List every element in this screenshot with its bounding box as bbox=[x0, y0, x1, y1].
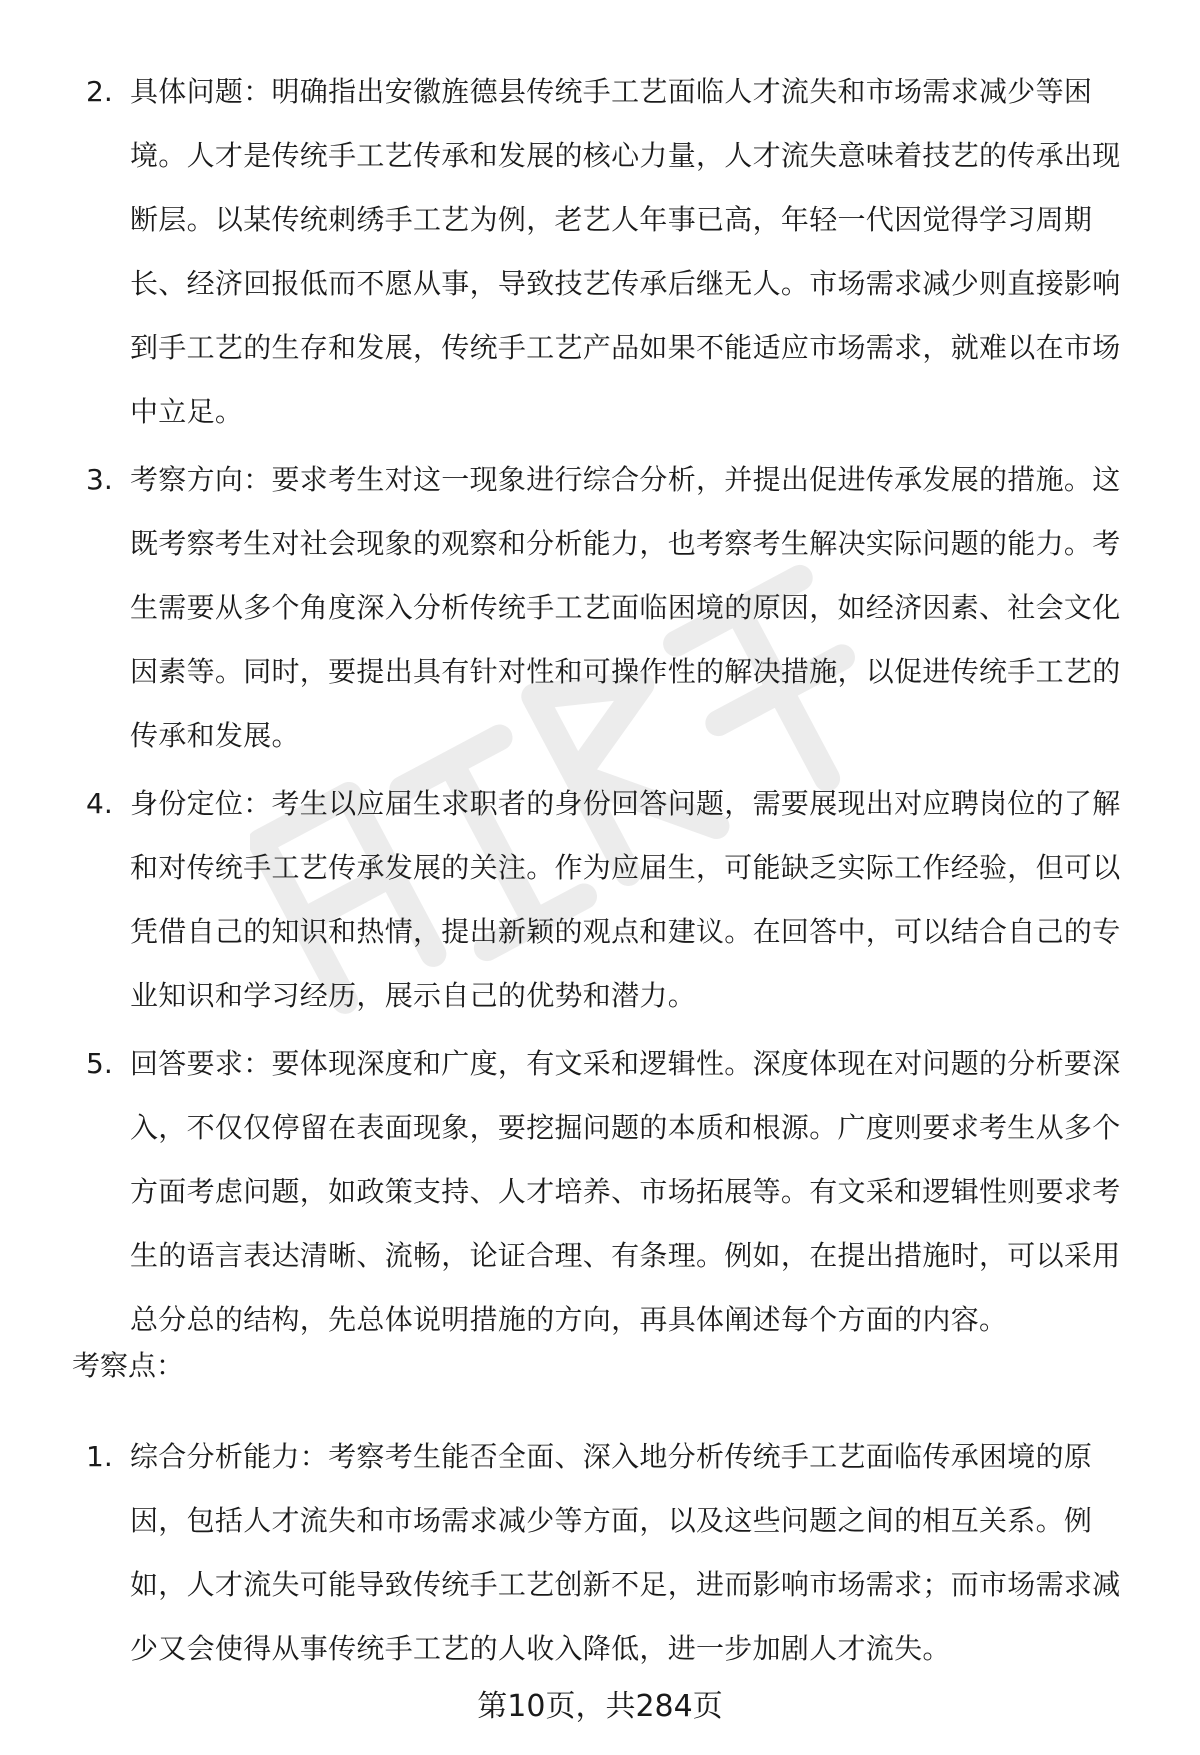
list-item bbox=[0, 772, 1200, 1028]
list-item bbox=[0, 448, 1200, 768]
list-item bbox=[0, 1425, 1200, 1681]
list-number: 5. bbox=[86, 1047, 113, 1080]
list-number: 4. bbox=[86, 787, 113, 820]
list-item bbox=[0, 60, 1200, 444]
page-footer: 第10页，共284页 bbox=[477, 1689, 723, 1724]
list-text: 身份定位：考生以应届生求职者的身份回答问题，需要展现出对应聘岗位的了解和对传统手工艺传承发展的关注。作为应届生，可能缺乏实际工作经验，但可以凭借自己的知识和热情，提出新颖的观点和建议。在回答中，可以结合自己的专业知识和学习经历，展示自己的优势和潜力。 bbox=[130, 787, 1121, 1012]
list-number: 3. bbox=[86, 463, 113, 496]
section-heading: 考察点： bbox=[72, 1349, 185, 1382]
points-list bbox=[0, 1425, 1200, 1681]
list-text: 回答要求：要体现深度和广度，有文采和逻辑性。深度体现在对问题的分析要深入，不仅仅停留在表面现象，要挖掘问题的本质和根源。广度则要求考生从多个方面考虑问题，如政策支持、人才培养、市场拓展等。有文采和逻辑性则要求考生的语言表达清晰、流畅，论证合理、有条理。例如，在提出措施时，可以采用总分总的结构，先总体说明措施的方向，再具体阐述每个方面的内容。 bbox=[130, 1047, 1121, 1336]
list-number: 2. bbox=[86, 75, 113, 108]
list-text: 具体问题：明确指出安徽旌德县传统手工艺面临人才流失和市场需求减少等困境。人才是传统手工艺传承和发展的核心力量，人才流失意味着技艺的传承出现断层。以某传统刺绣手工艺为例，老艺人年事已高，年轻一代因觉得学习周期长、经济回报低而不愿从事，导致技艺传承后继无人。市场需求减少则直接影响到手工艺的生存和发展，传统手工艺产品如果不能适应市场需求，就难以在市场中立足。 bbox=[130, 75, 1121, 428]
list-item bbox=[0, 1032, 1200, 1352]
analysis-list bbox=[0, 60, 1200, 1356]
list-text: 综合分析能力：考察考生能否全面、深入地分析传统手工艺面临传承困境的原因，包括人才流失和市场需求减少等方面，以及这些问题之间的相互关系。例如，人才流失可能导致传统手工艺创新不足，进而影响市场需求；而市场需求减少又会使得从事传统手工艺的人收入降低，进一步加剧人才流失。 bbox=[130, 1440, 1121, 1665]
list-text: 考察方向：要求考生对这一现象进行综合分析，并提出促进传承发展的措施。这既考察考生对社会现象的观察和分析能力，也考察考生解决实际问题的能力。考生需要从多个角度深入分析传统手工艺面临困境的原因，如经济因素、社会文化因素等。同时，要提出具有针对性和可操作性的解决措施，以促进传统手工艺的传承和发展。 bbox=[130, 463, 1121, 752]
list-number: 1. bbox=[86, 1440, 113, 1473]
